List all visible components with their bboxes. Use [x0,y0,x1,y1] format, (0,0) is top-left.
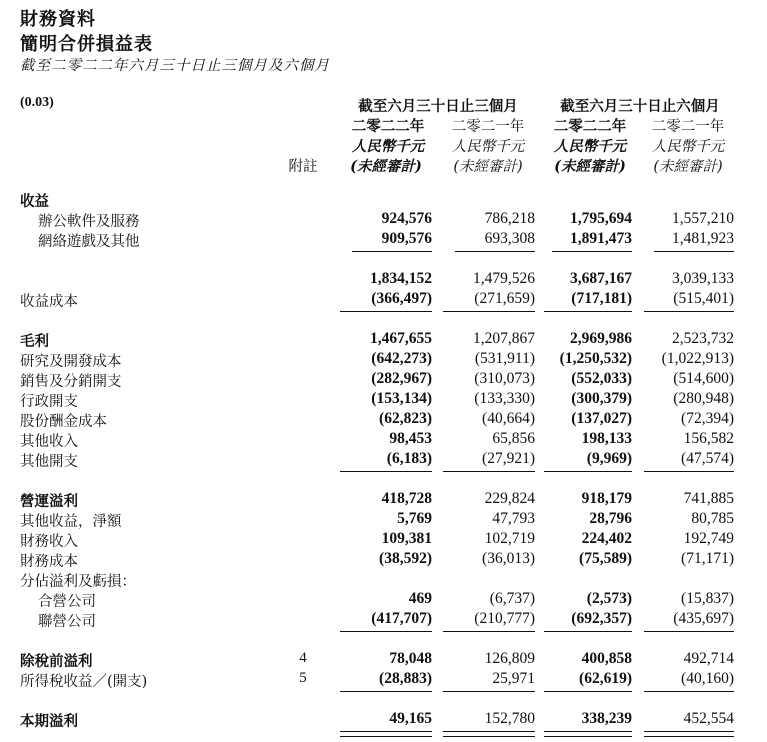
value-c2: 25,971 [492,670,535,687]
value-c2: 152,780 [484,710,535,727]
statement-title: 財務資料 [20,9,96,30]
value-c2: (531,911) [474,350,535,367]
value-c3: 400,858 [581,650,632,667]
c2-year: 二零二一年 [451,119,525,135]
value-c3: 28,796 [589,510,632,527]
value-c1: 98,453 [389,430,432,447]
table-row [0,290,767,310]
value-c4: 741,885 [683,490,734,507]
table-row [0,350,767,370]
rule [544,311,632,312]
value-c2: (6,737) [489,590,535,607]
value-c4: 452,554 [683,710,734,727]
value-c3: 1,891,473 [570,230,632,247]
rule [644,311,734,312]
c4-audit: (未經審計) [653,159,723,175]
table-row [0,610,767,630]
row-label: 其他開支 [20,454,78,470]
table-row [0,510,767,530]
c2-currency: 人民幣千元 [451,139,525,155]
value-c3: 918,179 [581,490,632,507]
value-c2: (133,330) [474,390,535,407]
row-label: 聯營公司 [38,614,96,630]
value-c1: 1,834,152 [370,270,432,287]
c4-year: 二零二一年 [651,119,725,135]
value-c3: (2,573) [586,590,632,607]
value-c4: (40,160) [681,670,734,687]
value-c4: (514,600) [673,370,734,387]
value-c4: (280,948) [673,390,734,407]
double-rule [644,731,734,737]
value-c4: 1,557,210 [672,210,734,227]
value-c4: (71,171) [681,550,734,567]
c3-audit: (未經審計) [554,158,626,175]
value-c1: (366,497) [371,290,432,307]
table-row [0,450,767,470]
value-c1: 909,576 [381,230,432,247]
value-c4: (15,837) [681,590,734,607]
row-label: 收益 [20,193,49,210]
rule [443,631,535,632]
rule [544,471,632,472]
value-c4: 492,714 [683,650,734,667]
value-c4: 1,481,923 [672,230,734,247]
table-row [0,490,767,510]
row-label: 收益成本 [20,294,78,310]
value-c1: (28,883) [379,670,432,687]
value-c2: 1,479,526 [473,270,535,287]
table-row [0,590,767,610]
rule [340,691,432,692]
statement-period: 截至二零二二年六月三十日止三個月及六個月 [20,58,330,74]
value-c1: (38,592) [379,550,432,567]
value-c2: 47,793 [492,510,535,527]
row-label: 所得稅收益／(開支) [20,674,148,690]
value-c2: (210,777) [474,610,535,627]
value-c3: 2,969,986 [570,330,632,347]
value-c3: (62,619) [579,670,632,687]
row-label: 辦公軟件及服務 [38,214,140,230]
table-row [0,370,767,390]
value-c2: 786,218 [484,210,535,227]
value-c3: (75,589) [579,550,632,567]
row-label: 合營公司 [38,594,96,610]
row-label: 行政開支 [20,394,78,410]
rule [644,471,734,472]
table-row [0,390,767,410]
value-c1: 5,769 [397,510,432,527]
value-c1: 49,165 [389,710,432,727]
value-c3: (137,027) [571,410,632,427]
value-c4: 156,582 [683,430,734,447]
rule [340,471,432,472]
value-c1: 418,728 [381,490,432,507]
table-row [0,190,767,210]
row-label: 其他收入 [20,434,78,450]
value-c1: (642,273) [371,350,432,367]
value-c2: (310,073) [474,370,535,387]
value-c2: 102,719 [484,530,535,547]
double-rule [340,731,432,737]
rule [654,251,734,252]
double-rule [544,731,632,737]
note-column-header: 附註 [288,159,318,175]
value-c3: 1,795,694 [570,210,632,227]
value-c2: 65,856 [492,430,535,447]
value-c4: (1,022,913) [661,350,734,367]
value-c1: 109,381 [381,530,432,547]
c1-audit: (未經審計) [350,158,422,175]
rule [352,251,432,252]
value-c4: 2,523,732 [672,330,734,347]
row-note: 5 [299,670,307,686]
value-c4: 80,785 [691,510,734,527]
table-row [0,230,767,250]
table-row [0,410,767,430]
value-c1: 1,467,655 [370,330,432,347]
rule [644,691,734,692]
row-label: 網絡遊戲及其他 [38,234,140,250]
table-row [0,670,767,690]
table-row [0,330,767,350]
row-label: 除稅前溢利 [20,653,93,670]
c4-currency: 人民幣千元 [651,139,725,155]
value-c4: 192,749 [683,530,734,547]
table-row [0,650,767,670]
value-c1: 469 [408,590,432,607]
six-month-header: 截至六月三十日止六個月 [560,98,720,115]
value-c2: 229,824 [484,490,535,507]
double-rule [443,731,535,737]
value-c3: 198,133 [581,430,632,447]
value-c3: 3,687,167 [570,270,632,287]
value-c4: (515,401) [673,290,734,307]
value-c2: (40,664) [482,410,535,427]
rule [340,631,432,632]
rule [443,691,535,692]
value-c3: (552,033) [571,370,632,387]
c1-year: 二零二二年 [351,118,425,135]
row-label: 其他收益，淨額 [20,514,122,530]
rule [644,631,734,632]
table-row [0,210,767,230]
value-c2: 126,809 [484,650,535,667]
value-c2: (271,659) [474,290,535,307]
statement-subtitle: 簡明合併損益表 [20,34,153,55]
value-c1: 924,576 [381,210,432,227]
three-month-header: 截至六月三十日止三個月 [358,98,518,115]
table-row [0,550,767,570]
value-c1: (6,183) [386,450,432,467]
value-c3: (9,969) [586,450,632,467]
value-c1: (282,967) [371,370,432,387]
value-c4: (72,394) [681,410,734,427]
rule [455,251,535,252]
value-c1: 78,048 [389,650,432,667]
value-c4: (435,697) [673,610,734,627]
row-label: 毛利 [20,333,49,350]
row-label: 股份酬金成本 [20,414,107,430]
value-c3: (692,357) [571,610,632,627]
table-row [0,430,767,450]
c2-audit: (未經審計) [453,159,523,175]
value-c2: 1,207,867 [473,330,535,347]
value-c1: (62,823) [379,410,432,427]
table-row [0,710,767,730]
table-row [0,570,767,590]
table-row [0,270,767,290]
value-c4: (47,574) [681,450,734,467]
value-c3: 338,239 [581,710,632,727]
rule [443,311,535,312]
value-c3: (717,181) [571,290,632,307]
row-note: 4 [299,650,307,666]
row-label: 財務收入 [20,534,78,550]
value-c2: (27,921) [482,450,535,467]
row-label: 財務成本 [20,554,78,570]
value-c3: (1,250,532) [559,350,632,367]
row-label: 本期溢利 [20,713,78,730]
c3-year: 二零二二年 [553,118,627,135]
value-c1: (153,134) [371,390,432,407]
rule [340,311,432,312]
row-label: 分佔溢利及虧損： [20,574,136,590]
value-c4: 3,039,133 [672,270,734,287]
rule [544,691,632,692]
c1-currency: 人民幣千元 [351,138,425,155]
value-c2: 693,308 [484,230,535,247]
value-c3: (300,379) [571,390,632,407]
row-label: 銷售及分銷開支 [20,374,122,390]
value-c1: (417,707) [371,610,432,627]
rule [443,471,535,472]
c3-currency: 人民幣千元 [553,138,627,155]
value-c3: 224,402 [581,530,632,547]
rule [544,631,632,632]
row-label: 營運溢利 [20,493,78,510]
table-row [0,530,767,550]
unit-note: (0.03) [20,95,54,110]
value-c2: (36,013) [482,550,535,567]
rule [552,251,632,252]
row-label: 研究及開發成本 [20,354,122,370]
